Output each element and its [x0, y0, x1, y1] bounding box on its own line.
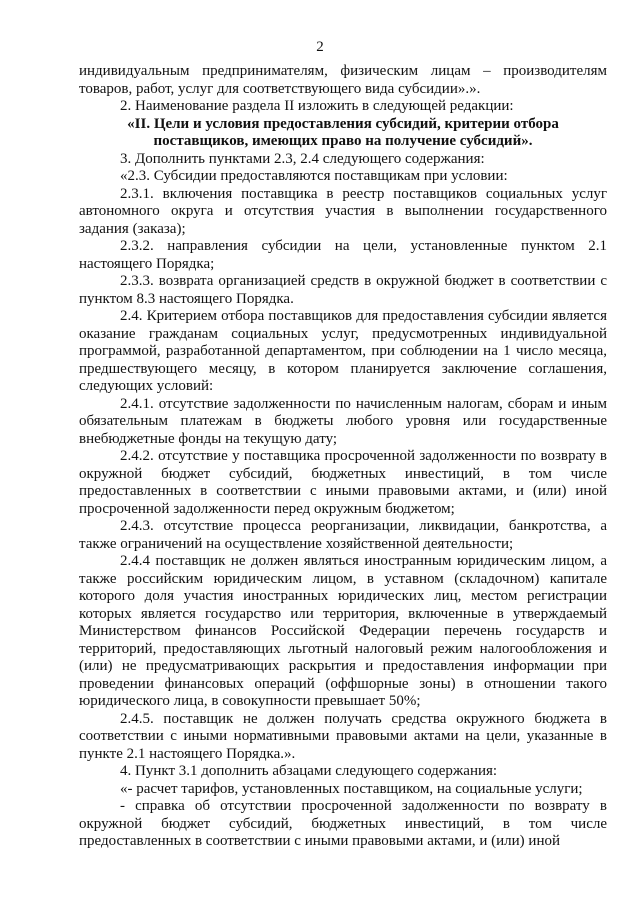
paragraph-2-3-3: 2.3.3. возврата организацией средств в окружной бюджет в соответствии с пунктом 8.3 настоящего Порядка. — [79, 273, 607, 307]
paragraph-2-3: «2.3. Субсидии предоставляются поставщикам при условии: — [120, 168, 508, 184]
paragraph-2-3-1: 2.3.1. включения поставщика в реестр поставщиков социальных услуг автономного округа и отсутствия участия в выполнении государственного задания (заказа); — [79, 185, 607, 237]
paragraph-continuation: индивидуальным предпринимателям, физическим лицам – производителям товаров, работ, услуг для соответствующего вида субсидии».». — [79, 63, 607, 97]
document-body — [79, 63, 607, 851]
paragraph-dash-2: - справка об отсутствии просроченной задолженности по возврату в окружной бюджет субсидий, бюджетных инвестиций, в том числе предоставленных в соответствии с иными правовыми актами, и (или) иной — [79, 798, 607, 849]
page-number: 2 — [316, 39, 324, 55]
paragraph-2-4-3: 2.4.3. отсутствие процесса реорганизации, ликвидации, банкротства, а также ограничений на осуществление хозяйственной деятельности; — [79, 518, 607, 552]
paragraph-2-4-5: 2.4.5. поставщик не должен получать средства окружного бюджета в соответствии с иными нормативными правовыми актами на цели, указанные в пункте 2.1 настоящего Порядка.». — [79, 710, 607, 762]
section-title: «II. Цели и условия предоставления субсидий, критерии отбора поставщиков, имеющих право на получение субсидий». — [127, 115, 559, 149]
paragraph-2-4-1: 2.4.1. отсутствие задолженности по начисленным налогам, сборам и иным обязательным платежам в бюджеты любого уровня или государственные внебюджетные фонды на текущую дату; — [79, 395, 607, 447]
paragraph-item-2: 2. Наименование раздела II изложить в следующей редакции: — [120, 98, 514, 114]
paragraph-dash-1: «- расчет тарифов, установленных поставщиком, на социальные услуги; — [120, 780, 583, 797]
paragraph-item-3: 3. Дополнить пунктами 2.3, 2.4 следующего содержания: — [120, 150, 485, 167]
paragraph-2-4-4: 2.4.4 поставщик не должен являться иностранным юридическим лицом, а также российским юридическим лицом, в уставном (складочном) капитале которого доля участия иностранных юридических лиц, местом регистрации которых является государство или территория, включенные в утверждаемый Министерством финансов Российской Федерации перечень государств и территорий, предоставляющих льготный налоговый режим налогообложения и (или) не предусматривающих раскрытия и предоставления информации при проведении финансовых операций (оффшорные зоны) в отношении такого юридического лица, в совокупности превышает 50%; — [79, 553, 607, 709]
paragraph-2-3-2: 2.3.2. направления субсидии на цели, установленные пунктом 2.1 настоящего Порядка; — [79, 238, 607, 272]
paragraph-item-4: 4. Пункт 3.1 дополнить абзацами следующего содержания: — [120, 763, 498, 779]
paragraph-2-4: 2.4. Критерием отбора поставщиков для предоставления субсидии является оказание гражданам социальных услуг, предусмотренных индивидуальной программой, разработанной департаментом, при соблюдении на 1 число месяца, предшествующего месяцу, в котором планируется заключение соглашения, следующих условий: — [79, 308, 607, 394]
paragraph-2-4-2: 2.4.2. отсутствие у поставщика просроченной задолженности по возврату в окружной бюджет субсидий, бюджетных инвестиций, в том числе предоставленных в соответствии с иными правовыми актами, и (или) иной просроченной задолженности перед окружным бюджетом; — [79, 448, 607, 517]
